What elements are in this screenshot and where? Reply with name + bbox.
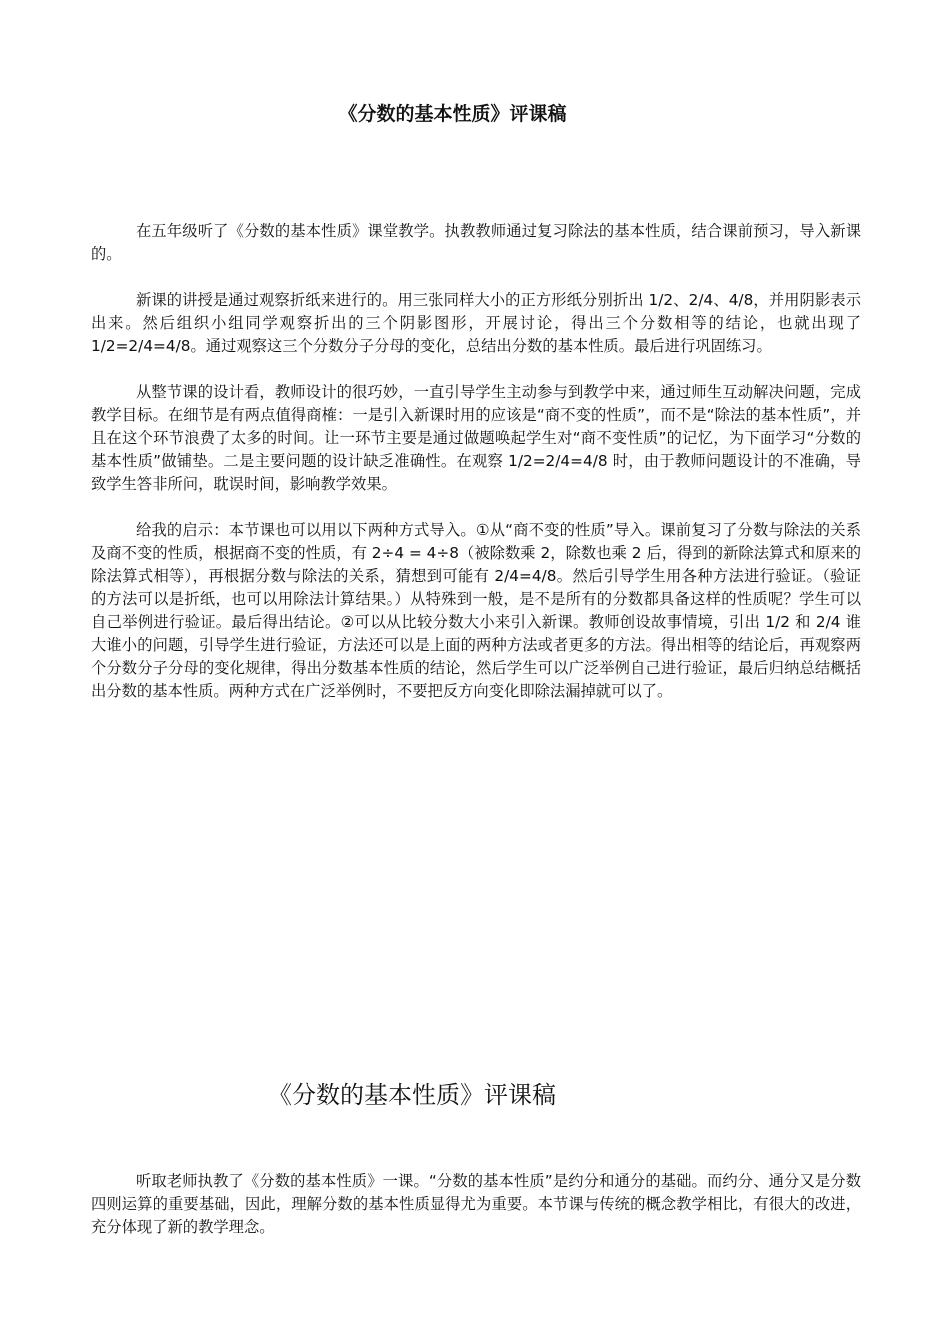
second-article-body xyxy=(91,1170,861,1262)
page-title: 《分数的基本性质》评课稿 xyxy=(338,103,567,125)
second-page-title: 《分数的基本性质》评课稿 xyxy=(268,1081,556,1109)
article-body xyxy=(91,220,861,726)
paragraph-lesson-process: 新课的讲授是通过观察折纸来进行的。用三张同样大小的正方形纸分别折出 1/2、2/4、4/8，并用阴影表示出来。然后组织小组同学观察折出的三个阴影图形，开展讨论，得出三个分数相等的结论，也就出现了 1/2=2/4=4/8。通过观察这三个分数分子分母的变化，总结出分数的基本性质。最后进行巩固练习。 xyxy=(91,291,861,355)
paragraph-second-intro: 听取老师执教了《分数的基本性质》一课。“分数的基本性质”是约分和通分的基础。而约分、通分又是分数四则运算的重要基础，因此，理解分数的基本性质显得尤为重要。本节课与传统的概念教学相比，有很大的改进，充分体现了新的教学理念。 xyxy=(91,1172,861,1236)
paragraph-inspiration: 给我的启示：本节课也可以用以下两种方式导入。①从“商不变的性质”导入。课前复习了分数与除法的关系及商不变的性质，根据商不变的性质，有 2÷4 = 4÷8（被除数乘 2，除数也乘 2 后，得到的新除法算式和原来的除法算式相等），再根据分数与除法的关系，猜想到可能有 2/4=4/8。然后引导学生用各种方法进行验证。（验证的方法可以是折纸，也可以用除法计算结果。）从特殊到一般，是不是所有的分数都具备这样的性质呢？学生可以自己举例进行验证。最后得出结论。②可以从比较分数大小来引入新课。教师创设故事情境，引出 1/2 和 2/4 谁大谁小的问题，引导学生进行验证，方法还可以是上面的两种方法或者更多的方法。得出相等的结论后，再观察两个分数分子分母的变化规律，得出分数基本性质的结论，然后学生可以广泛举例自己进行验证，最后归纳总结概括出分数的基本性质。两种方式在广泛举例时，不要把反方向变化即除法漏掉就可以了。 xyxy=(91,521,861,700)
paragraph-intro: 在五年级听了《分数的基本性质》课堂教学。执教教师通过复习除法的基本性质，结合课前预习，导入新课的。 xyxy=(91,222,861,263)
paragraph-evaluation: 从整节课的设计看，教师设计的很巧妙，一直引导学生主动参与到教学中来，通过师生互动解决问题，完成教学目标。在细节是有两点值得商榷：一是引入新课时用的应该是“商不变的性质”，而不是“除法的基本性质”，并且在这个环节浪费了太多的时间。让一环节主要是通过做题唤起学生对“商不变性质”的记忆，为下面学习“分数的基本性质”做铺垫。二是主要问题的设计缺乏准确性。在观察 1/2=2/4=4/8 时，由于教师问题设计的不准确，导致学生答非所问，耽误时间，影响教学效果。 xyxy=(91,383,861,493)
